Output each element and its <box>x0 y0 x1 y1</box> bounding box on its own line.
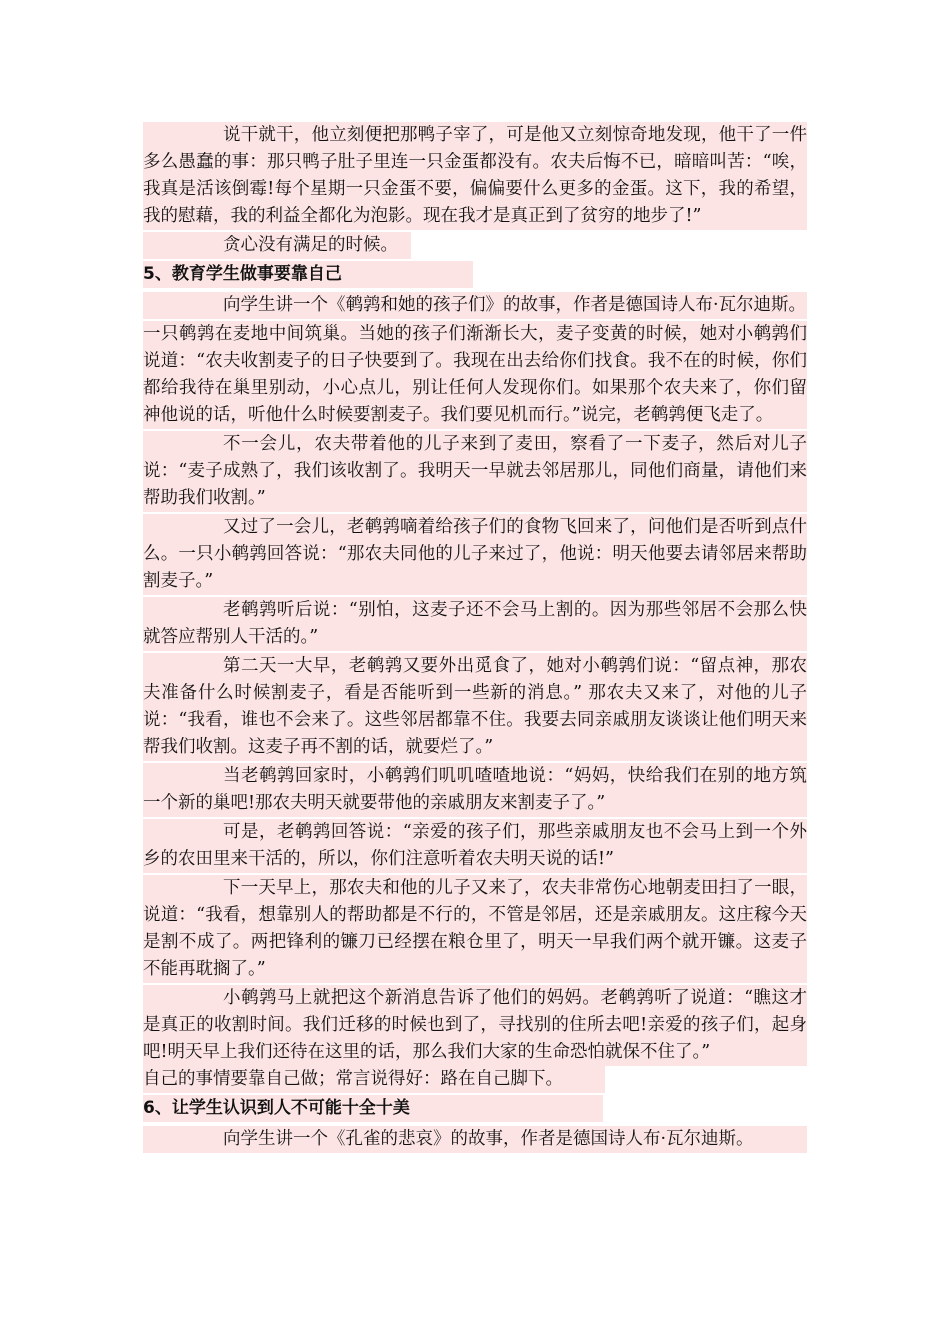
paragraph-quail-nest: 一只鹌鹑在麦地中间筑巢。当她的孩子们渐渐长大，麦子变黄的时候，她对小鹌鹑们说道：“农夫收割麦子的日子快要到了。我现在出去给你们找食。我不在的时候，你们都给我待在巢里别动，小心点儿，别让任何人发现你们。如果那个农夫来了，你们留神他说的话，听他什么时候要割麦子。我们要见机而行。”说完，老鹌鹑便飞走了。 <box>143 321 807 429</box>
paragraph-next-morning: 下一天早上，那农夫和他的儿子又来了，农夫非常伤心地朝麦田扫了一眼，说道：“我看，想靠别人的帮助都是不行的，不管是邻居，还是亲戚朋友。这庄稼今天是割不成了。两把锋利的镰刀已经摆在粮仓里了，明天一早我们两个就开镰。这麦子不能再耽搁了。” <box>143 875 807 983</box>
paragraph-farmer-arrives: 不一会儿，农夫带着他的儿子来到了麦田，察看了一下麦子，然后对儿子说：“麦子成熟了，我们该收割了。我明天一早就去邻居那儿，同他们商量，请他们来帮助我们收割。” <box>143 431 807 512</box>
section-heading-5: 5、教育学生做事要靠自己 <box>143 261 473 288</box>
paragraph-greed-moral: 贪心没有满足的时候。 <box>143 232 411 259</box>
paragraph-self-reliance-moral: 自己的事情要靠自己做；常言说得好：路在自己脚下。 <box>143 1066 605 1093</box>
paragraph-golden-duck-ending: 说干就干，他立刻便把那鸭子宰了，可是他又立刻惊奇地发现，他干了一件多么愚蠢的事：那只鸭子肚子里连一只金蛋都没有。农夫后悔不已，暗暗叫苦：“唉，我真是活该倒霉!每个星期一只金蛋不要，偏偏要什么更多的金蛋。这下，我的希望，我的慰藉，我的利益全都化为泡影。现在我才是真正到了贫穷的地步了!” <box>143 122 807 230</box>
paragraph-peacock-intro: 向学生讲一个《孔雀的悲哀》的故事，作者是德国诗人布·瓦尔迪斯。 <box>143 1126 807 1153</box>
paragraph-quail-returns: 又过了一会儿，老鹌鹑嘀着给孩子们的食物飞回来了，问他们是否听到点什么。一只小鹌鹑回答说：“那农夫同他的儿子来过了，他说：明天他要去请邻居来帮助割麦子。” <box>143 514 807 595</box>
paragraph-second-day: 第二天一大早，老鹌鹑又要外出觅食了，她对小鹌鹑们说：“留点神，那农夫准备什么时候割麦子，看是否能听到一些新的消息。” 那农夫又来了，对他的儿子说：“我看，谁也不会来了。这些邻居都靠不住。我要去同亲戚朋友谈谈让他们明天来帮我们收割。这麦子再不割的话，就要烂了。” <box>143 653 807 761</box>
paragraph-chicks-worry: 当老鹌鹑回家时，小鹌鹑们叽叽喳喳地说：“妈妈，快给我们在别的地方筑一个新的巢吧!那农夫明天就要带他的亲戚朋友来割麦子了。” <box>143 763 807 817</box>
section-heading-6: 6、让学生认识到人不可能十全十美 <box>143 1095 603 1122</box>
paragraph-dont-fear: 老鹌鹑听后说：“别怕，这麦子还不会马上割的。因为那些邻居不会那么快就答应帮别人干活的。” <box>143 597 807 651</box>
document-page <box>143 122 807 1155</box>
paragraph-time-to-move: 小鹌鹑马上就把这个新消息告诉了他们的妈妈。老鹌鹑听了说道：“瞧这才是真正的收割时间。我们迁移的时候也到了，寻找别的住所去吧!亲爱的孩子们，起身吧!明天早上我们还待在这里的话，那么我们大家的生命恐怕就保不住了。” <box>143 985 807 1066</box>
paragraph-quail-intro: 向学生讲一个《鹌鹑和她的孩子们》的故事，作者是德国诗人布·瓦尔迪斯。 <box>143 292 807 319</box>
paragraph-relatives: 可是，老鹌鹑回答说：“亲爱的孩子们，那些亲戚朋友也不会马上到一个外乡的农田里来干活的，所以，你们注意听着农夫明天说的话!” <box>143 819 807 873</box>
